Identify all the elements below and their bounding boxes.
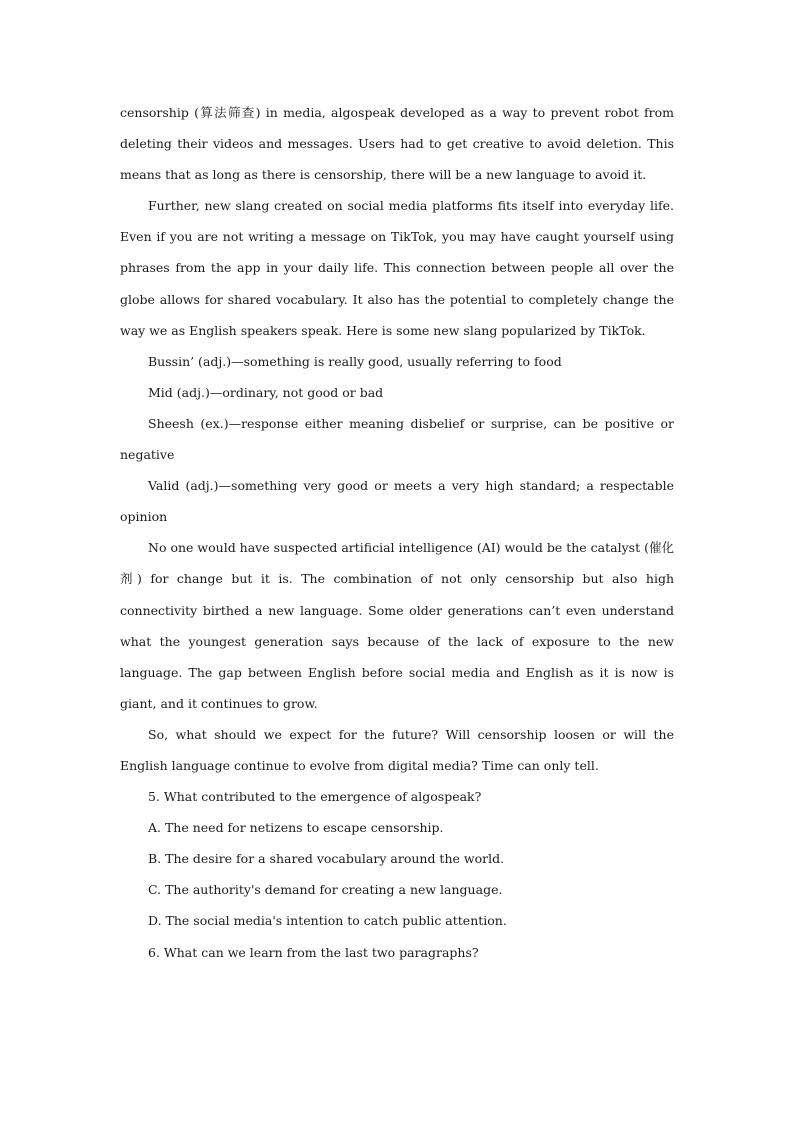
slang-entry-mid: Mid (adj.)—ordinary, not good or bad	[148, 384, 384, 400]
question-5-option-d: D. The social media's intention to catch public attention.	[148, 913, 507, 929]
question-5-option-a: A. The need for netizens to escape censorship.	[148, 820, 444, 836]
paragraph-ai-catalyst: No one would have suspected artificial intelligence (AI) would be the catalyst (催化剂) for change but it is. The combination of not only censorship but also high connectivity birthed a new language. Some older generations can’t even understand what the youngest generation says because of the lack of exposure to the new language. The gap between English before social media and English as it is now is giant, and it continues to grow.	[120, 540, 674, 711]
question-5-option-b: B. The desire for a shared vocabulary around the world.	[148, 851, 505, 867]
question-6-stem: 6. What can we learn from the last two paragraphs?	[148, 944, 479, 960]
slang-entry-sheesh: Sheesh (ex.)—response either meaning disbelief or surprise, can be positive or negative	[120, 415, 674, 463]
paragraph-new-slang: Further, new slang created on social media platforms fits itself into everyday life. Even if you are not writing a message on TikTok, you may have caught yourself using phrases from the app in your daily life. This connection between people all over the globe allows for shared vocabulary. It also has the potential to completely change the way we as English speakers speak. Here is some new slang popularized by TikTok.	[120, 198, 674, 338]
question-5-stem: 5. What contributed to the emergence of algospeak?	[148, 789, 482, 805]
slang-entry-bussin: Bussin’ (adj.)—something is really good, usually referring to food	[148, 353, 562, 369]
paragraph-censorship: censorship (算法筛查) in media, algospeak developed as a way to prevent robot from deleting their videos and messages. Users had to get creative to avoid deletion. This means that as long as there is censorship, there will be a new language to avoid it.	[120, 105, 674, 183]
paragraph-future: So, what should we expect for the future? Will censorship loosen or will the English language continue to evolve from digital media? Time can only tell.	[120, 726, 674, 773]
question-5-option-c: C. The authority's demand for creating a new language.	[148, 882, 503, 898]
question-6	[120, 937, 674, 968]
reading-passage	[120, 97, 674, 968]
question-5	[120, 781, 674, 936]
slang-entry-valid: Valid (adj.)—something very good or meets a very high standard; a respectable opinion	[120, 478, 674, 525]
